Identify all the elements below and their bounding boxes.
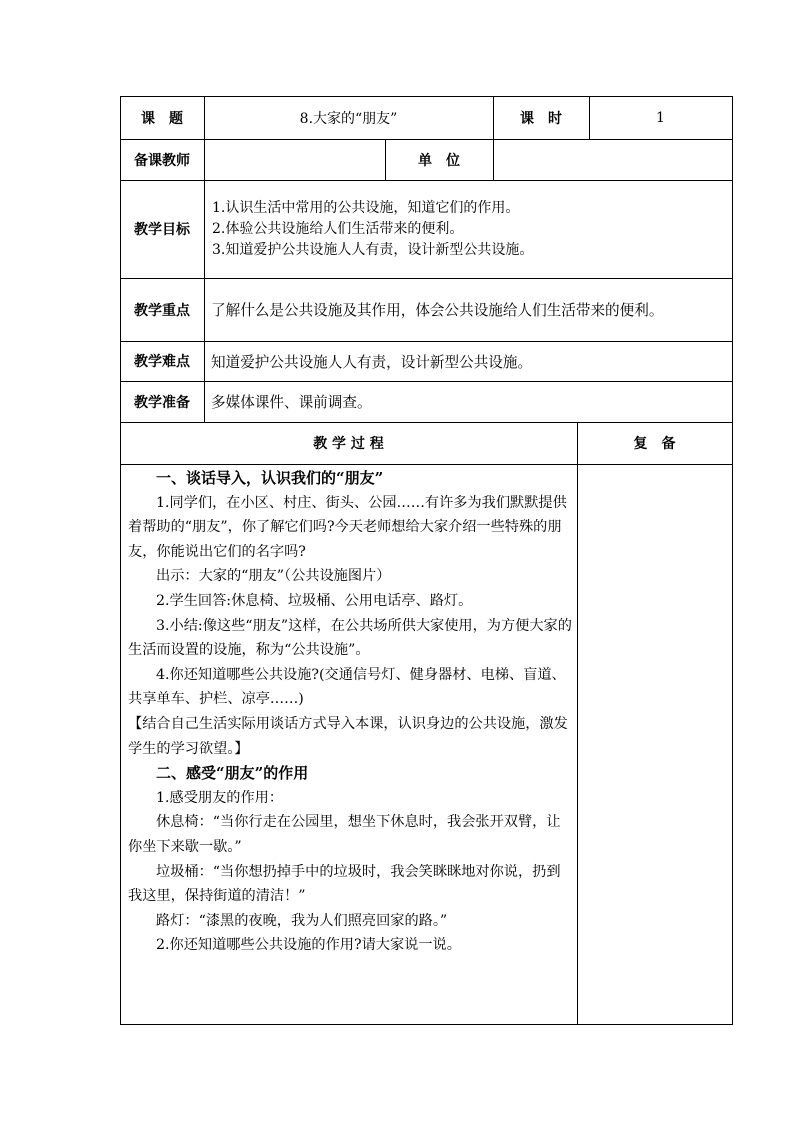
objectives-label: 教学目标 <box>134 222 190 238</box>
design-note: 【结合自己生活实际用谈话方式导入本课，认识身边的公共设施，激发学生的学习欲望。】 <box>128 715 568 757</box>
objective-item: 2.体验公共设施给人们生活带来的便利。 <box>212 221 464 237</box>
border-right <box>732 96 733 1025</box>
difficulties-label: 教学难点 <box>134 354 190 370</box>
teacher-label: 备课教师 <box>134 152 190 169</box>
objective-item: 3.知道爱护公共设施人人有责，设计新型公共设施。 <box>212 242 534 258</box>
paragraph: 垃圾桶：“当你想扔掉手中的垃圾时，我会笑眯眯地对你说，扔到我这里，保持街道的清洁！” <box>128 863 561 905</box>
paragraph: 4.你还知道哪些公共设施?(交通信号灯、健身器材、电梯、盲道、共享单车、护栏、凉亭……) <box>128 666 566 708</box>
paragraph: 2.你还知道哪些公共设施的作用?请大家说一说。 <box>156 937 461 954</box>
section-heading: 二、感受“朋友”的作用 <box>156 764 309 783</box>
process-body <box>128 466 574 958</box>
border-bottom <box>120 1024 733 1025</box>
row-divider <box>120 464 733 465</box>
period-value: 1 <box>656 109 665 126</box>
teacher-value <box>204 139 385 180</box>
paragraph: 2.学生回答:休息椅、垃圾桶、公用电话亭、路灯。 <box>156 592 473 609</box>
review-header: 复 备 <box>633 436 676 452</box>
unit-value <box>493 139 732 180</box>
objective-item: 1.认识生活中常用的公共设施，知道它们的作用。 <box>212 200 520 216</box>
difficulties-value: 知道爱护公共设施人人有责，设计新型公共设施。 <box>211 353 533 371</box>
preparation-label: 教学准备 <box>134 394 190 411</box>
topic-label: 课 题 <box>141 110 183 127</box>
preparation-value: 多媒体课件、课前调查。 <box>211 394 372 411</box>
key-points-label: 教学重点 <box>134 302 190 319</box>
paragraph: 3.小结:像这些“朋友”这样，在公共场所供大家使用，为方便大家的生活而设置的设施，称为“公共设施”。 <box>128 617 572 659</box>
paragraph: 1.感受朋友的作用： <box>156 789 284 806</box>
paragraph: 1.同学们，在小区、村庄、街头、公园……有许多为我们默默提供着帮助的“朋友”，你了解它们吗?今天老师想给大家介绍一些特殊的朋友，你能说出它们的名字吗? <box>128 494 567 560</box>
section-heading: 一、谈话导入，认识我们的“朋友” <box>156 469 384 487</box>
unit-label: 单 位 <box>418 152 460 169</box>
paragraph: 出示：大家的“朋友”（公共设施图片） <box>156 568 391 585</box>
process-column-divider <box>577 422 578 1025</box>
paragraph: 路灯：“漆黑的夜晚，我为人们照亮回家的路。” <box>156 912 448 929</box>
key-points-value: 了解什么是公共设施及其作用，体会公共设施给人们生活带来的便利。 <box>211 302 664 319</box>
period-label: 课 时 <box>520 110 562 127</box>
objectives-list <box>212 198 727 261</box>
row-divider <box>120 180 733 181</box>
paragraph: 休息椅：“当你行走在公园里，想坐下休息时，我会张开双臂，让你坐下来歇一歇。” <box>128 814 561 855</box>
topic-value: 8.大家的“朋友” <box>299 110 398 127</box>
process-header: 教 学 过 程 <box>313 436 384 452</box>
